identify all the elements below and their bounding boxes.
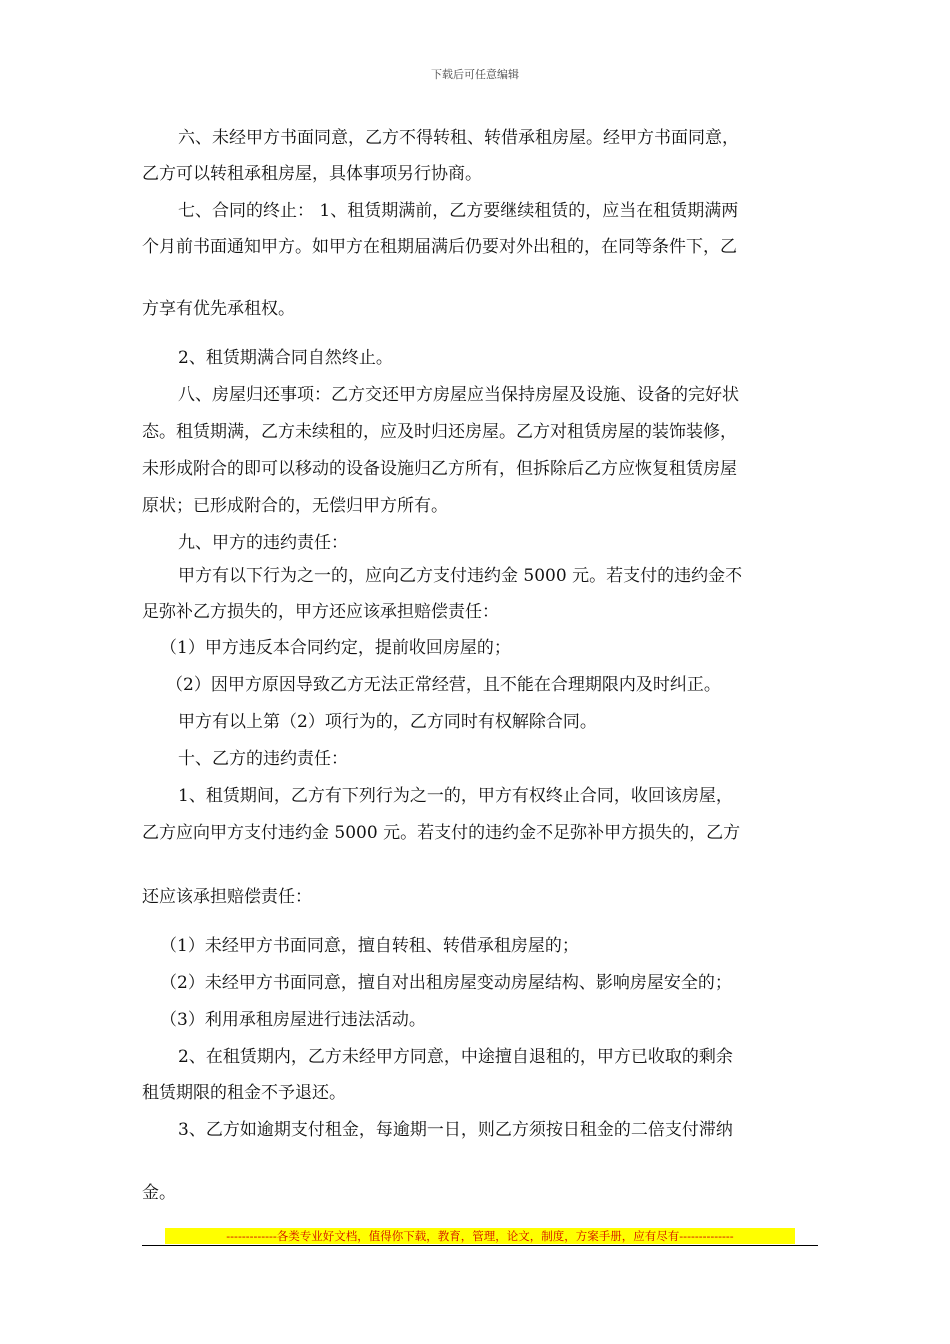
text-line: 六、未经甲方书面同意，乙方不得转租、转借承租房屋。经甲方书面同意， bbox=[178, 128, 739, 148]
text-line: 八、房屋归还事项：乙方交还甲方房屋应当保持房屋及设施、设备的完好状 bbox=[178, 385, 739, 405]
text-line: 甲方有以上第（2）项行为的，乙方同时有权解除合同。 bbox=[178, 712, 597, 732]
text-line: （2）因甲方原因导致乙方无法正常经营，且不能在合理期限内及时纠正。 bbox=[166, 675, 721, 695]
text-line: 方享有优先承租权。 bbox=[142, 299, 295, 319]
text-line: 七、合同的终止： 1、租赁期满前，乙方要继续租赁的，应当在租赁期满两 bbox=[178, 201, 739, 221]
text-line: 足弥补乙方损失的，甲方还应该承担赔偿责任： bbox=[142, 602, 499, 622]
text-line: 个月前书面通知甲方。如甲方在租期届满后仍要对外出租的，在同等条件下，乙 bbox=[142, 237, 737, 257]
text-line: （1）未经甲方书面同意，擅自转租、转借承租房屋的； bbox=[160, 936, 579, 956]
text-line: 3、乙方如逾期支付租金，每逾期一日，则乙方须按日租金的二倍支付滞纳 bbox=[178, 1120, 733, 1140]
text-line: 还应该承担赔偿责任： bbox=[142, 887, 312, 907]
text-line: 未形成附合的即可以移动的设备设施归乙方所有，但拆除后乙方应恢复租赁房屋 bbox=[142, 459, 737, 479]
text-line: （3）利用承租房屋进行违法活动。 bbox=[160, 1010, 426, 1030]
text-line: 态。租赁期满，乙方未续租的，应及时归还房屋。乙方对租赁房屋的装饰装修， bbox=[142, 422, 737, 442]
text-line: 1、租赁期间，乙方有下列行为之一的，甲方有权终止合同，收回该房屋， bbox=[178, 786, 733, 806]
header-note: 下载后可任意编辑 bbox=[431, 68, 519, 81]
footer-divider bbox=[142, 1245, 818, 1246]
footer-banner: -------------各类专业好文档，值得你下载，教育，管理，论文，制度，方案手册，应有尽有-------------- bbox=[165, 1228, 795, 1244]
text-line: 原状；已形成附合的，无偿归甲方所有。 bbox=[142, 496, 448, 516]
text-line: 金。 bbox=[142, 1183, 176, 1203]
text-line: （1）甲方违反本合同约定，提前收回房屋的； bbox=[160, 638, 511, 658]
text-line: 乙方可以转租承租房屋，具体事项另行协商。 bbox=[142, 164, 482, 184]
text-line: 九、甲方的违约责任： bbox=[178, 533, 348, 553]
text-line: （2）未经甲方书面同意，擅自对出租房屋变动房屋结构、影响房屋安全的； bbox=[160, 973, 732, 993]
text-line: 甲方有以下行为之一的，应向乙方支付违约金 5000 元。若支付的违约金不 bbox=[178, 566, 743, 586]
text-line: 乙方应向甲方支付违约金 5000 元。若支付的违约金不足弥补甲方损失的，乙方 bbox=[142, 823, 741, 843]
text-line: 2、租赁期满合同自然终止。 bbox=[178, 348, 393, 368]
text-line: 十、乙方的违约责任： bbox=[178, 749, 348, 769]
text-line: 2、在租赁期内，乙方未经甲方同意，中途擅自退租的，甲方已收取的剩余 bbox=[178, 1047, 733, 1067]
text-line: 租赁期限的租金不予退还。 bbox=[142, 1083, 346, 1103]
